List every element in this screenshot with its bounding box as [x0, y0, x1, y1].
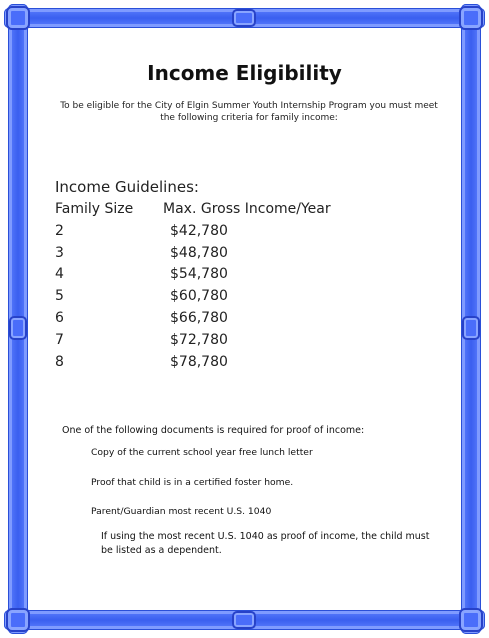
family-size-cell: 2 [55, 222, 64, 239]
family-size-cell: 3 [55, 244, 64, 261]
income-cell: $66,780 [170, 309, 228, 326]
table-row [55, 354, 331, 376]
income-cell: $72,780 [170, 331, 228, 348]
income-cell: $42,780 [170, 222, 228, 239]
frame-knob-top [232, 9, 256, 27]
family-size-cell: 7 [55, 331, 64, 348]
column-header-max-income: Max. Gross Income/Year [163, 201, 331, 217]
document-item-foster-home: Proof that child is in a certified foster home. [91, 477, 294, 488]
income-table [55, 201, 331, 375]
table-row [55, 245, 331, 267]
frame-corner-top-left [6, 6, 30, 30]
table-row [55, 266, 331, 288]
document-item-lunch-letter: Copy of the current school year free lunch letter [91, 447, 313, 458]
family-size-cell: 5 [55, 288, 64, 305]
frame-knob-bottom [232, 611, 256, 629]
guidelines-heading: Income Guidelines: [55, 178, 199, 196]
family-size-cell: 6 [55, 309, 64, 326]
income-cell: $60,780 [170, 288, 228, 305]
frame-knob-left [9, 316, 27, 340]
income-cell: $78,780 [170, 353, 228, 370]
income-table-header [55, 201, 331, 223]
family-size-cell: 8 [55, 353, 64, 370]
table-row [55, 288, 331, 310]
table-row [55, 332, 331, 354]
intro-text: To be eligible for the City of Elgin Summer Youth Internship Program you must meet the following criteria for family income: [60, 101, 438, 123]
frame-knob-right [462, 316, 480, 340]
income-cell: $54,780 [170, 266, 228, 283]
column-header-family-size: Family Size [55, 201, 134, 217]
table-row [55, 223, 331, 245]
frame-corner-bottom-right [459, 608, 483, 632]
dependent-note: If using the most recent U.S. 1040 as proof of income, the child must be listed as a dependent. [101, 531, 430, 556]
frame-corner-top-right [459, 6, 483, 30]
documents-intro: One of the following documents is required for proof of income: [62, 425, 365, 436]
family-size-cell: 4 [55, 266, 64, 283]
page-title: Income Eligibility [147, 61, 342, 85]
document-item-1040: Parent/Guardian most recent U.S. 1040 [91, 506, 272, 517]
table-row [55, 310, 331, 332]
frame-corner-bottom-left [6, 608, 30, 632]
income-cell: $48,780 [170, 244, 228, 261]
